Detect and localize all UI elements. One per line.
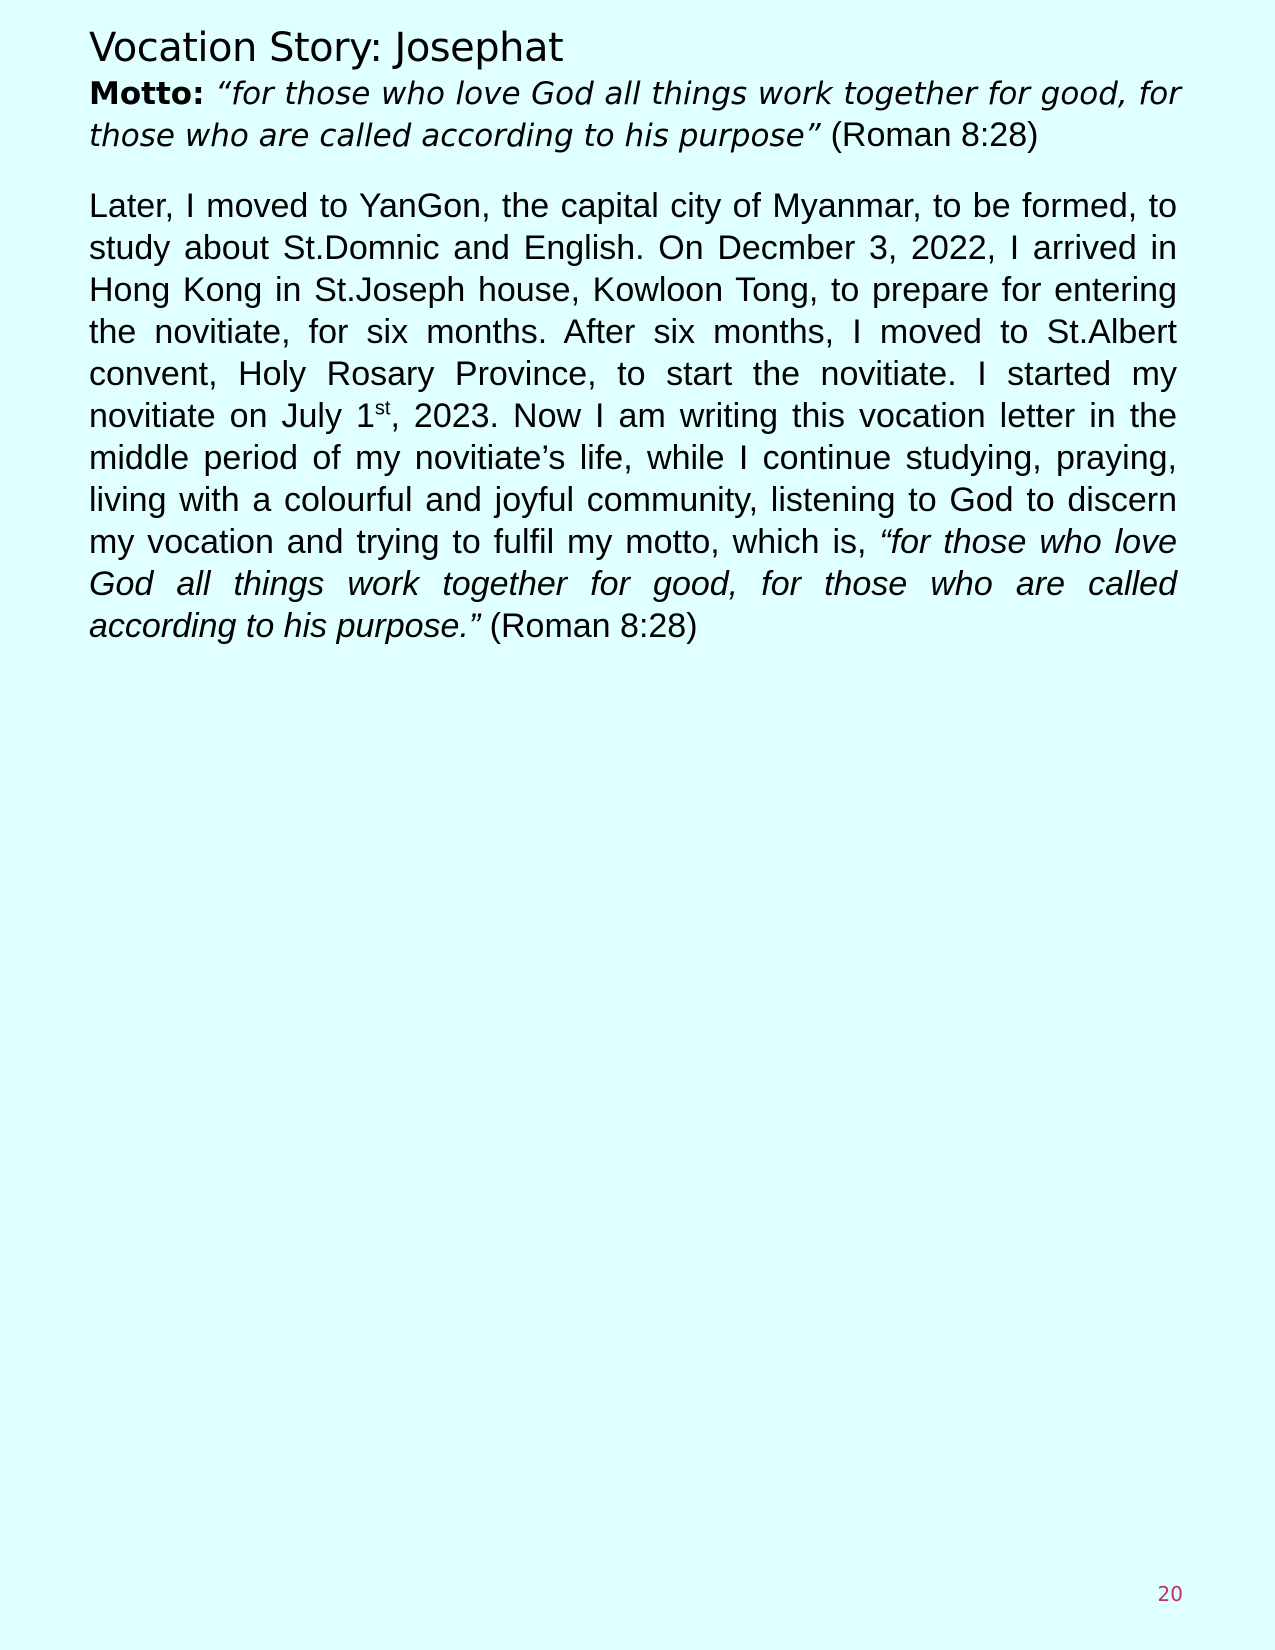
motto-quote: “for those who love God all things work together for good, for those who are called according to his purpose” xyxy=(89,76,1182,154)
page-number: 20 xyxy=(1157,1582,1183,1606)
body-quote: “for those who love God all things work together for good, for those who are called according to his purpose.” xyxy=(89,523,1177,645)
page-content xyxy=(89,22,1181,647)
body-reference: (Roman 8:28) xyxy=(480,607,698,645)
motto-paragraph xyxy=(89,74,1181,157)
body-paragraph xyxy=(89,185,1177,647)
body-text-part2: , 2023. Now I am writing this vocation letter in the middle period of my novitiate’s life, while I continue studying, praying, living with a colourful and joyful community, listening to God to discern my vocation and trying to fulfil my motto, which is, xyxy=(89,397,1177,561)
motto-reference: (Roman 8:28) xyxy=(830,116,1039,154)
body-text-part1: Later, I moved to YanGon, the capital city of Myanmar, to be formed, to study about St.Domnic and English. On Decmber 3, 2022, I arrived in Hong Kong in St.Joseph house, Kowloon Tong, to prepare for entering the novitiate, for six months. After six months, I moved to St.Albert convent, Holy Rosary Province, to start the novitiate. I started my novitiate on July 1 xyxy=(89,187,1177,435)
motto-label: Motto: xyxy=(89,76,205,112)
page-title: Vocation Story: Josephat xyxy=(89,25,564,71)
ordinal-superscript: st xyxy=(374,397,391,420)
